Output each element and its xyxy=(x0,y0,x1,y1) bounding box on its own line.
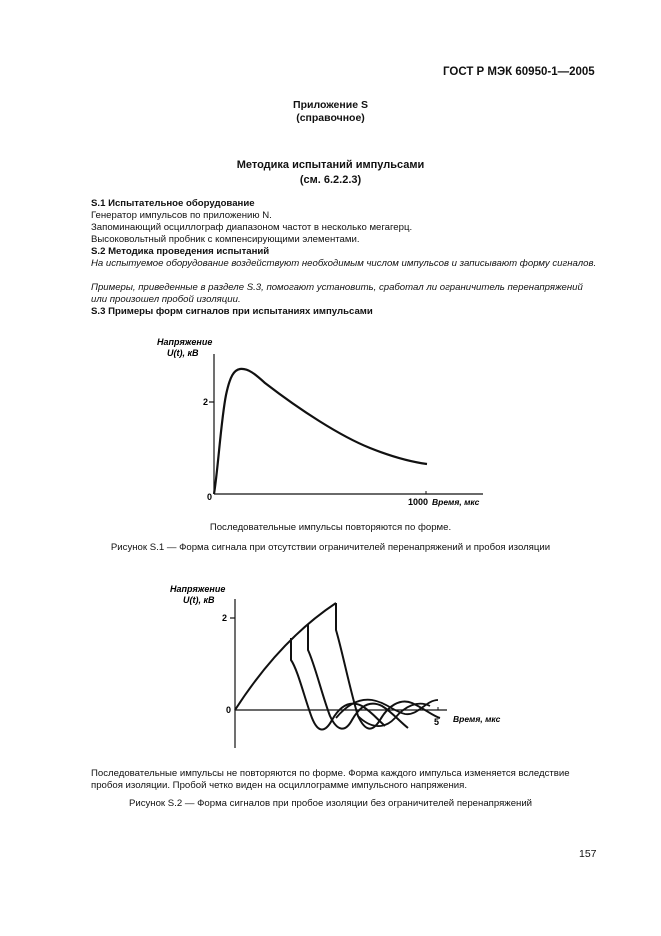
figure-s2 xyxy=(0,575,661,755)
fig2-x-tick-label: 5 xyxy=(434,717,440,727)
s2-heading: S.2 Методика проведения испытаний xyxy=(91,246,270,257)
s2-paragraph-1: На испытуемое оборудование воздействуют необходимым числом импульсов и записывают форму сигналов. xyxy=(91,258,597,269)
s1-line-2: Запоминающий осциллограф диапазоном частот в несколько мегагерц. xyxy=(91,222,413,233)
section-reference: (см. 6.2.2.3) xyxy=(299,174,362,186)
fig1-ylabel-line1: Напряжение xyxy=(157,337,213,347)
s2-paragraph-2: Примеры, приведенные в разделе S.3, помогают установить, сработал ли ограничитель перенапряжений или произошел пробой изоляции. xyxy=(91,282,583,306)
figure-s1 xyxy=(0,320,661,520)
fig1-x-tick-label: 1000 xyxy=(408,497,429,507)
figure1-caption: Рисунок S.1 — Форма сигнала при отсутствии ограничителей перенапряжений и пробоя изоляции xyxy=(110,542,551,553)
fig1-ylabel-line2: U(t), кВ xyxy=(167,348,199,358)
section-title: Методика испытаний импульсами xyxy=(236,159,425,171)
s1-line-3: Высоковольтный пробник с компенсирующими элементами. xyxy=(91,234,360,245)
s3-heading: S.3 Примеры форм сигналов при испытаниях импульсами xyxy=(91,306,373,317)
document-header: ГОСТ Р МЭК 60950-1—2005 xyxy=(443,66,595,78)
fig1-waveform xyxy=(214,369,427,494)
fig2-rising-envelope xyxy=(235,603,336,710)
fig2-x-label: Время, мкс xyxy=(453,714,501,724)
fig2-ylabel-line1: Напряжение xyxy=(170,584,226,594)
figure2-note-line2: пробоя изоляции. Пробой четко виден на осциллограмме импульсного напряжения. xyxy=(91,780,468,791)
s1-line-1: Генератор импульсов по приложению N. xyxy=(91,210,272,221)
s1-heading: S.1 Испытательное оборудование xyxy=(91,198,255,209)
figure2-note-line1: Последовательные импульсы не повторяются по форме. Форма каждого импульса изменяется вследствие xyxy=(91,768,570,779)
fig1-origin-label: 0 xyxy=(207,492,213,502)
fig2-ylabel-line2: U(t), кВ xyxy=(183,595,215,605)
appendix-type: (справочное) xyxy=(296,112,365,124)
fig2-y-tick-label: 2 xyxy=(222,613,228,623)
fig1-y-tick-label: 2 xyxy=(203,397,209,407)
figure1-note: Последовательные импульсы повторяются по форме. xyxy=(209,522,452,533)
fig2-origin-label: 0 xyxy=(226,705,232,715)
fig1-x-label: Время, мкс xyxy=(432,497,480,507)
appendix-title: Приложение S xyxy=(293,99,368,111)
figure2-caption: Рисунок S.2 — Форма сигналов при пробое изоляции без ограничителей перенапряжений xyxy=(128,798,533,809)
page-number: 157 xyxy=(579,848,597,860)
